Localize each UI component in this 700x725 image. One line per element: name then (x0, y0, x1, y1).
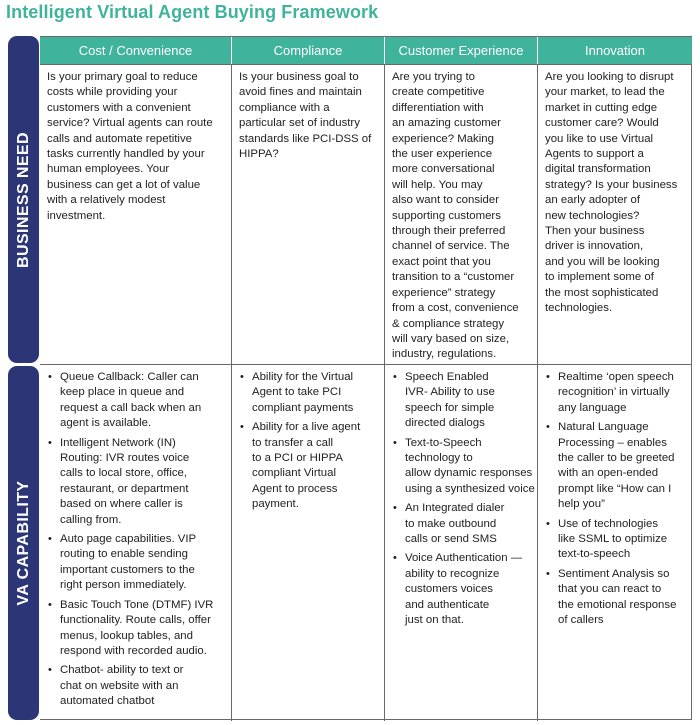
bullet-icon: • (393, 371, 397, 383)
text-line: compliant payments (252, 401, 354, 414)
text-line: Then your business (545, 225, 645, 238)
business-need-cell-cost (40, 64, 231, 364)
text-line: customers with a convenient (47, 101, 191, 114)
bullet-icon: • (48, 598, 52, 611)
bullet-icon: • (48, 371, 52, 383)
text-line: Are you trying to (392, 71, 475, 83)
text-line: the most sophisticated (545, 286, 659, 299)
column-header-compliance: Compliance (231, 37, 384, 64)
text-line: Agent to take PCI (252, 386, 342, 399)
text-line: an early adopter of (545, 194, 640, 207)
text-line: channel of service. The (392, 240, 510, 253)
text-line: important customers to the (60, 563, 195, 576)
text-line: agent is available. (60, 417, 152, 430)
text-line: that you can react to (558, 583, 662, 596)
bullet-icon: • (48, 664, 52, 677)
text-line: payment. (252, 498, 299, 511)
text-line: the emotional response (558, 598, 677, 611)
text-line: to transfer a call (252, 436, 334, 449)
text-line: just on that. (405, 614, 464, 627)
text-line: will vary based on size, (392, 332, 510, 345)
bullet-icon: • (546, 371, 550, 383)
business-need-cell-customer-experience (384, 64, 537, 364)
text-line: request a call back when an (60, 401, 202, 414)
bullet-icon: • (48, 533, 52, 546)
text-line: automated chatbot (60, 695, 155, 708)
text-line: transition to a “customer (392, 271, 515, 284)
text-line: costs while providing your (47, 86, 178, 99)
text-line: Ability for a live agent (252, 421, 361, 434)
business-need-label: BUSINESS NEED (14, 131, 32, 268)
text-line: also want to consider (392, 194, 500, 207)
text-line: Queue Callback: Caller can (60, 371, 199, 383)
bullet-icon: • (240, 371, 244, 383)
list-item (239, 370, 378, 416)
va-capability-label: VA CAPABILITY (14, 480, 32, 606)
text-line: the caller to be greeted (558, 452, 675, 465)
text-line: with a relatively modest (47, 194, 166, 207)
text-line: standards like PCI-DSS of (239, 132, 372, 145)
text-line: supporting customers (392, 209, 501, 222)
text-line: Sentiment Analysis so (558, 567, 670, 580)
va-capability-row-label (8, 366, 39, 720)
text-line: Agents to support a (545, 148, 644, 161)
va-capability-cell-cost (40, 364, 231, 721)
text-line: customer care? Would (545, 117, 659, 130)
text-line: like SSML to optimize (558, 533, 668, 546)
text-line: to implement some of (545, 271, 654, 284)
framework-table (40, 36, 692, 720)
text-line: experience? Making (392, 132, 494, 145)
text-line: Speech Enabled (405, 371, 489, 383)
list-item (47, 436, 225, 528)
text-line: right person immediately. (60, 579, 187, 592)
capability-list (392, 370, 535, 629)
bullet-icon: • (393, 552, 397, 565)
page-title: Intelligent Virtual Agent Buying Framework (6, 2, 379, 22)
text-line: with an open-ended (558, 467, 659, 480)
text-line: experience” strategy (392, 286, 496, 299)
bullet-icon: • (546, 517, 550, 530)
text-line: allow dynamic responses (405, 467, 533, 480)
text-line: prompt like “How can I (558, 482, 672, 495)
text-line: speech for simple (405, 401, 495, 414)
business-need-row-label (8, 36, 39, 363)
bullet-icon: • (546, 421, 550, 434)
text-line: Realtime ‘open speech (558, 371, 674, 383)
text-line: technology to (405, 452, 473, 465)
text-line: Text-to-Speech (405, 436, 482, 449)
capability-list (47, 370, 225, 710)
text-line: and you will be looking (545, 255, 660, 268)
list-item (392, 370, 531, 432)
list-item (47, 370, 225, 432)
text-line: service? Virtual agents can route (47, 117, 213, 130)
text-line: will help. You may (392, 178, 483, 191)
text-line: your market, to lead the (545, 86, 665, 99)
list-item (545, 567, 686, 629)
text-line: new technologies? (545, 209, 640, 222)
column-header-cost: Cost / Convenience (40, 37, 231, 64)
text-line: an amazing customer (392, 117, 501, 130)
text-line: Is your business goal to (239, 71, 359, 83)
text-line: routing to enable sending (60, 548, 188, 561)
text-line: respond with recorded audio. (60, 644, 207, 657)
text-line: Chatbot- ability to text or (60, 664, 184, 677)
list-item (47, 663, 225, 709)
text-line: calling from. (60, 513, 122, 526)
text-line: to make outbound (405, 517, 497, 530)
text-line: compliant Virtual (252, 467, 336, 480)
text-line: business can get a lot of value (47, 178, 201, 191)
va-capability-cell-innovation (537, 364, 692, 721)
text-line: particular set of industry (239, 117, 360, 130)
business-need-cell-compliance (231, 64, 384, 364)
text-line: create competitive (392, 86, 485, 99)
text-line: directed dialogs (405, 417, 485, 430)
text-line: driver is innovation, (545, 240, 644, 253)
text-line: calls to local store, office, (60, 467, 188, 480)
text-line: Processing – enables (558, 436, 667, 449)
bullet-icon: • (546, 567, 550, 580)
text-line: & compliance strategy (392, 317, 505, 330)
bullet-icon: • (393, 436, 397, 449)
text-line: tasks currently handled by your (47, 148, 205, 161)
text-line: through their preferred (392, 225, 506, 238)
list-item (392, 436, 535, 498)
capability-list (239, 370, 378, 513)
text-line: Ability for the Virtual (252, 371, 354, 383)
text-line: text-to-speech (558, 548, 631, 561)
capability-list (545, 370, 686, 629)
text-line: keep place in queue and (60, 386, 185, 399)
text-line: help you” (558, 498, 605, 511)
bullet-icon: • (393, 502, 397, 515)
text-line: exact point that you (392, 255, 491, 268)
text-line: compliance with a (239, 101, 330, 114)
text-line: avoid fines and maintain (239, 86, 362, 99)
text-line: digital transformation (545, 163, 651, 176)
list-item (47, 532, 225, 594)
text-line: ability to recognize (405, 567, 500, 580)
text-line: IVR- Ability to use (405, 386, 495, 399)
list-item (392, 501, 531, 547)
text-line: the user experience (392, 148, 493, 161)
text-line: any language (558, 401, 627, 414)
text-line: calls or send SMS (405, 533, 497, 546)
text-line: Routing: IVR routes voice (60, 452, 190, 465)
text-line: restaurant, or department (60, 482, 189, 495)
column-header-innovation: Innovation (537, 37, 692, 64)
text-line: and authenticate (405, 598, 490, 611)
text-line: Agent to process (252, 482, 338, 495)
list-item (545, 517, 686, 563)
text-line: Intelligent Network (IN) (60, 436, 176, 449)
text-line: of callers (558, 614, 604, 627)
text-line: An Integrated dialer (405, 502, 505, 515)
text-line: Auto page capabilities. VIP (60, 533, 197, 546)
text-line: more conversational (392, 163, 495, 176)
list-item (47, 598, 225, 660)
text-line: menus, lookup tables, and (60, 629, 193, 642)
list-item (545, 420, 686, 512)
va-capability-cell-customer-experience (384, 364, 537, 721)
text-line: HIPPA? (239, 148, 279, 161)
text-line: Natural Language (558, 421, 649, 434)
bullet-icon: • (48, 436, 52, 449)
text-line: Voice Authentication — (405, 552, 523, 565)
text-line: market in cutting edge (545, 101, 658, 114)
text-line: Use of technologies (558, 517, 659, 530)
list-item (239, 420, 378, 512)
text-line: human employees. Your (47, 163, 170, 176)
text-line: from a cost, convenience (392, 302, 519, 315)
column-header-customer-experience: Customer Experience (384, 37, 537, 64)
text-line: using a synthesized voice (405, 482, 535, 495)
text-line: investment. (47, 209, 106, 222)
text-line: customers voices (405, 583, 493, 596)
text-line: differentiation with (392, 101, 484, 114)
text-line: based on where caller is (60, 498, 183, 511)
va-capability-cell-compliance (231, 364, 384, 721)
text-line: industry, regulations. (392, 348, 497, 361)
text-line: Is your primary goal to reduce (47, 71, 198, 83)
text-line: functionality. Route calls, offer (60, 614, 211, 627)
text-line: chat on website with an (60, 679, 179, 692)
bullet-icon: • (240, 421, 244, 434)
text-line: strategy? Is your business (545, 178, 678, 191)
text-line: technologies. (545, 302, 613, 315)
text-line: Are you looking to disrupt (545, 71, 674, 83)
text-line: to a PCI or HIPPA (252, 452, 343, 465)
text-line: you like to use Virtual (545, 132, 654, 145)
business-need-cell-innovation (537, 64, 692, 364)
list-item (392, 551, 531, 628)
text-line: recognition’ in virtually (558, 386, 670, 399)
text-line: calls and automate repetitive (47, 132, 192, 145)
list-item (545, 370, 686, 416)
text-line: Basic Touch Tone (DTMF) IVR (60, 598, 214, 611)
